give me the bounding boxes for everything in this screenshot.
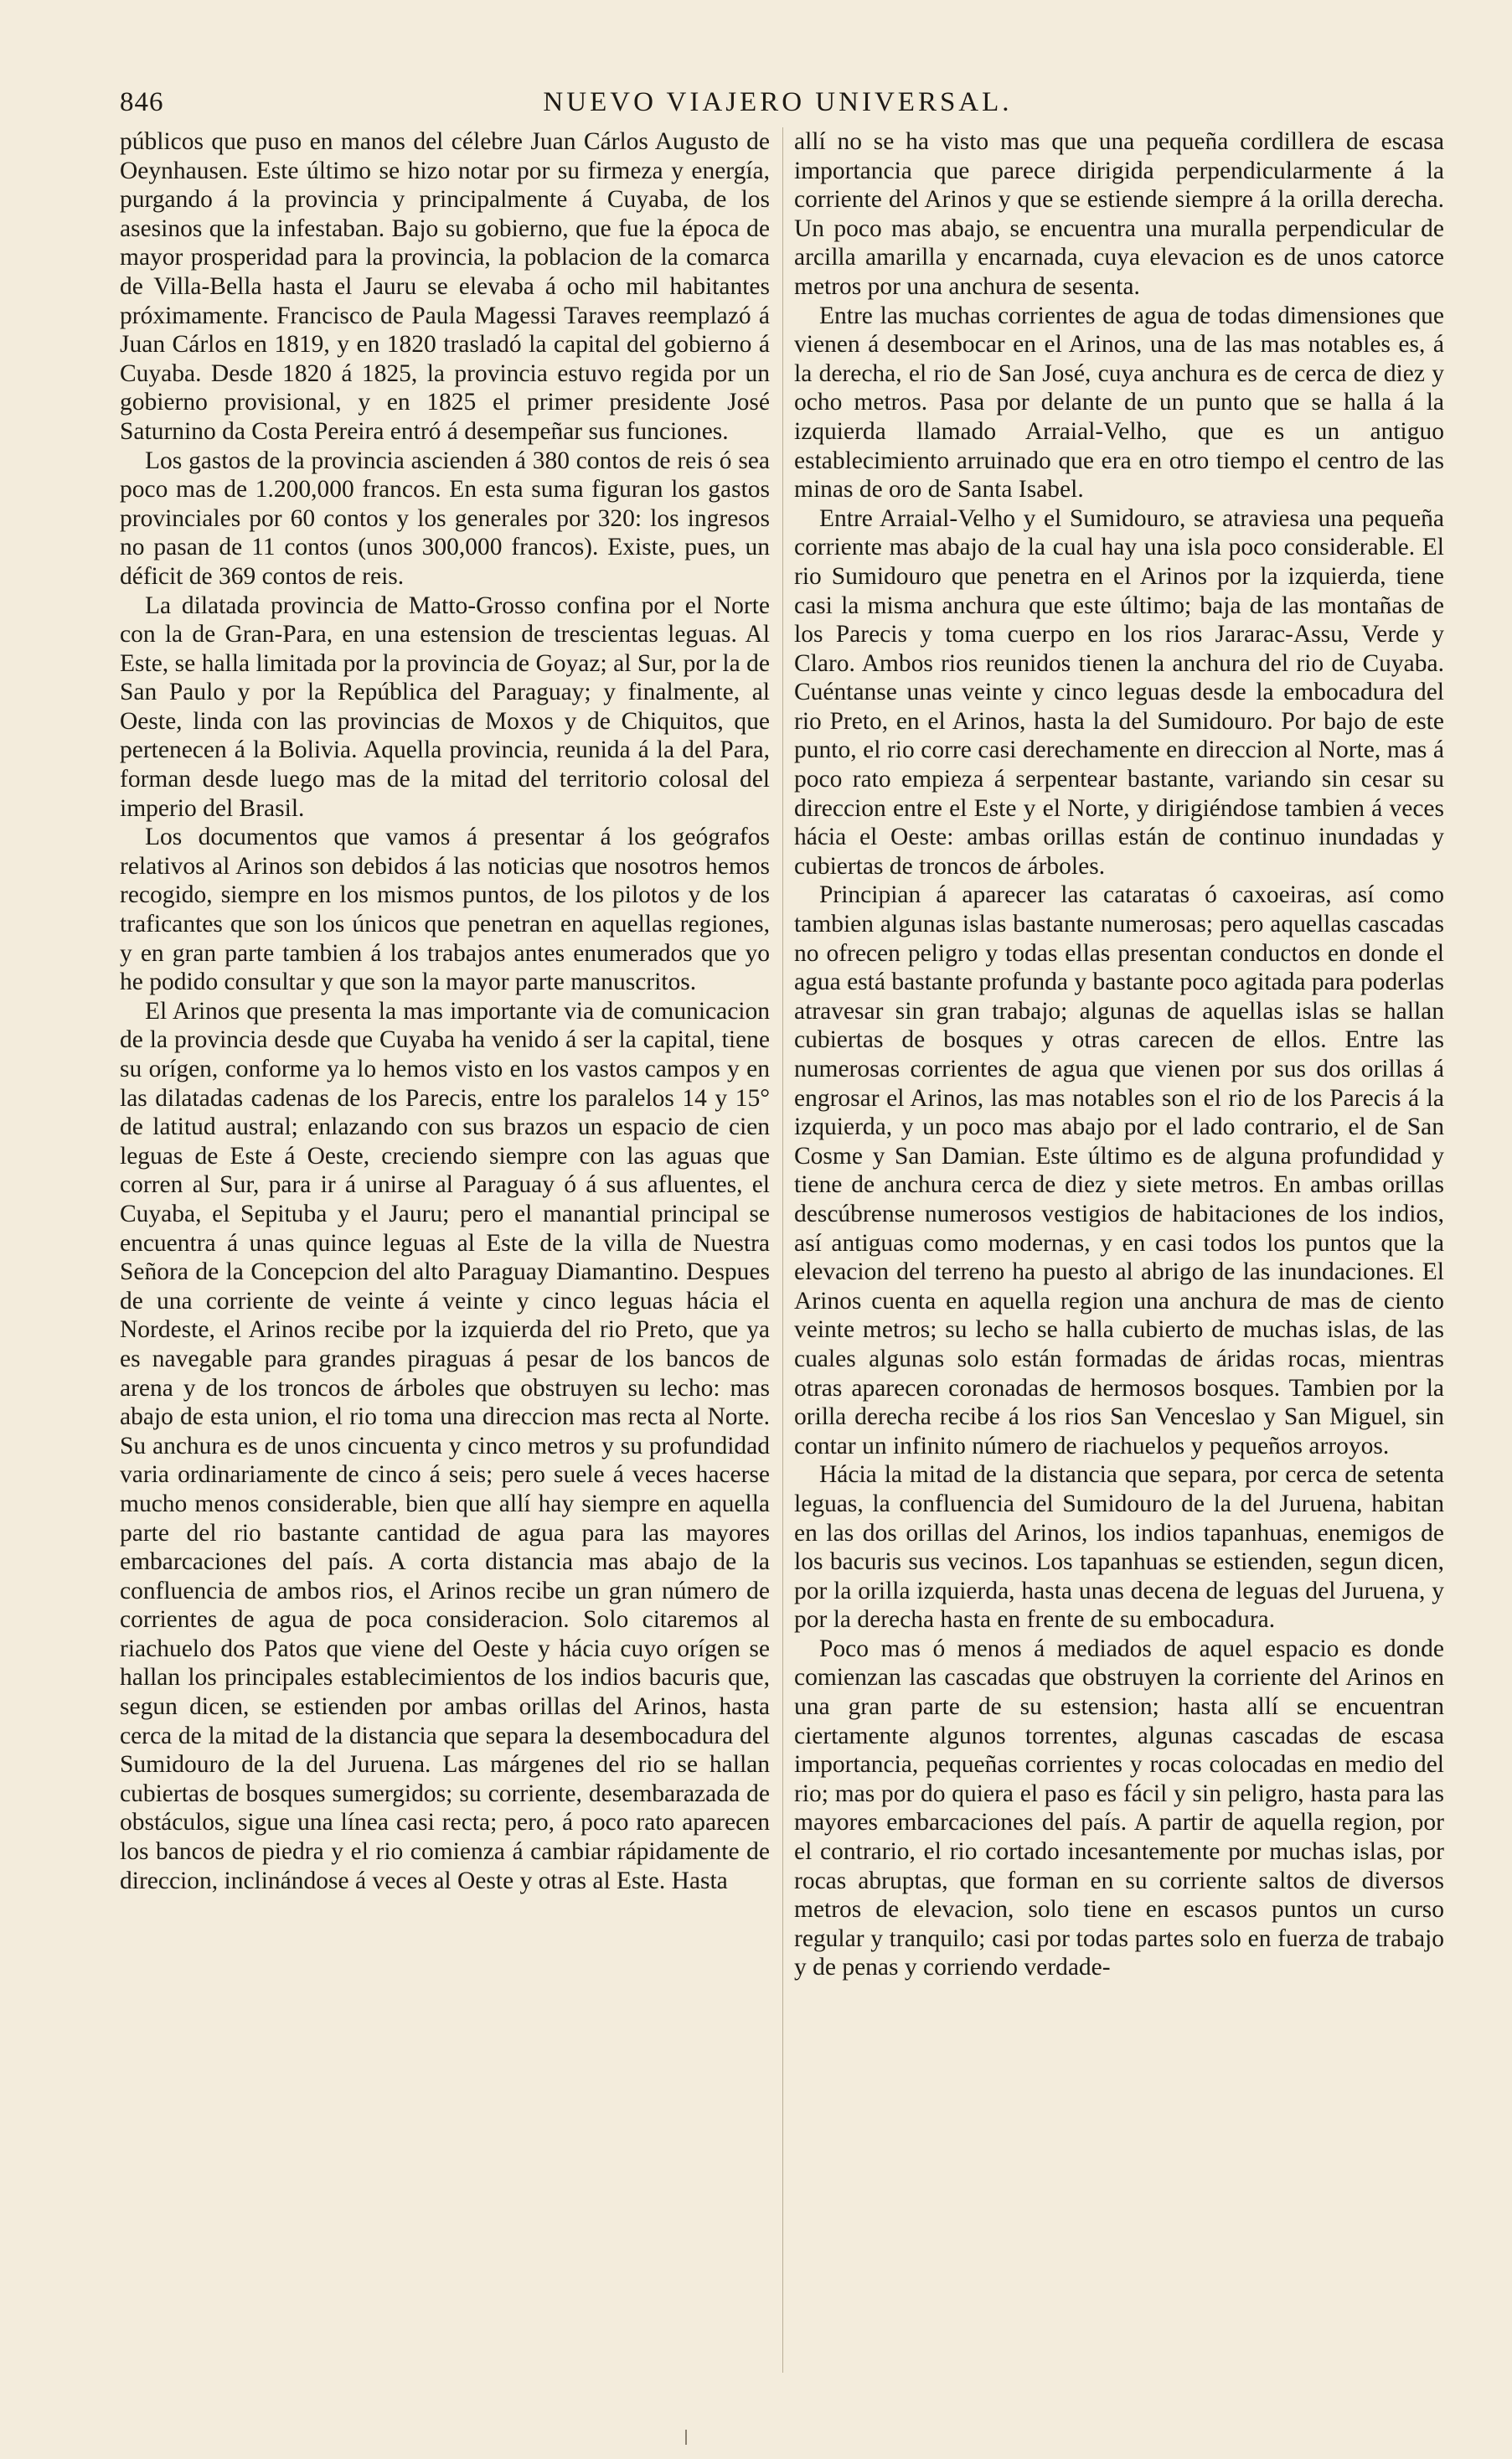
paragraph: Poco mas ó menos á mediados de aquel espacio es donde comienzan las cascadas que obstruyen la corriente del Arinos en una gran parte de su estension; hasta allí se encuentran ciertamente algunos torrentes, algunas cascadas de escasa importancia, pequeñas corrientes y rocas colocadas en medio del rio; mas por do quiera el paso es fácil y sin peligro, hasta para las mayores embarcaciones del país. A partir de aquella region, por el contrario, el rio cortado incesantemente por muchas islas, por rocas abruptas, que forman en su corriente saltos de diversos metros de elevacion, solo tiene en escasos puntos un curso regular y tranquilo; casi por todas partes solo en fuerza de trabajo y de penas y corriendo verdade- [794, 1635, 1444, 1981]
paragraph: El Arinos que presenta la mas importante via de comunicacion de la provincia desde que Cuyaba ha venido á ser la capital, tiene su orígen, conforme ya lo hemos visto en los vastos campos y en las dilatadas cadenas de los Parecis, entre los paralelos 14 y 15° de latitud austral; enlazando con sus brazos un espacio de cien leguas de Este á Oeste, creciendo siempre con las aguas que corren al Sur, para ir á unirse al Paraguay ó á sus afluentes, el Cuyaba, el Sepituba y el Jauru; pero el manantial principal se encuentra á unas quince leguas al Este de la villa de Nuestra Señora de la Concepcion del alto Paraguay Diamantino. Despues de una corriente de veinte á veinte y cinco leguas hácia el Nordeste, el Arinos recibe por la izquierda del rio Preto, que ya es navegable para grandes piraguas á pesar de los bancos de arena y de los troncos de árboles que obstruyen su lecho: mas abajo de esta union, el rio toma una direccion mas recta al Norte. Su anchura es de unos cincuenta y cinco metros y su profundidad varia ordinariamente de cinco á seis; pero suele á veces hacerse mucho menos considerable, bien que allí hay siempre en aquella parte del rio bastante cantidad de agua para las mayores embarcaciones del país. A corta distancia mas abajo de la confluencia de ambos rios, el Arinos recibe un gran número de corrientes de agua de poca consideracion. Solo citaremos al riachuelo dos Patos que viene del Oeste y hácia cuyo orígen se hallan los principales establecimientos de los indios bacuris que, segun dicen, se estienden por ambas orillas del Arinos, hasta cerca de la mitad de la distancia que separa la desembocadura del Sumidouro de la del Juruena. Las márgenes del rio se hallan cubiertas de bosques sumergidos; su corriente, desembarazada de obstáculos, sigue una línea casi recta; pero, á poco rato aparecen los bancos de piedra y el rio comienza á cambiar rápidamente de direccion, inclinándose á veces al Oeste y otras al Este. Hasta [120, 997, 770, 1894]
running-title: NUEVO VIAJERO UNIVERSAL. [543, 87, 1013, 117]
page-number: 846 [120, 87, 164, 117]
page-header [120, 87, 1436, 124]
right-column [794, 127, 1444, 1982]
paragraph: Principian á aparecer las cataratas ó caxoeiras, así como tambien algunas islas bastante numerosas; pero aquellas cascadas no ofrecen peligro y todas ellas presentan conductos en donde el agua está bastante profunda y bastante poco agitada para poderlas atravesar sin gran trabajo; algunas de aquellas islas se hallan cubiertas de bosques y otras carecen de ellos. Entre las numerosas corrientes de agua que vienen por sus dos orillas á engrosar el Arinos, las mas notables son el rio de los Parecis á la izquierda, y un poco mas abajo por el lado contrario, el de San Cosme y San Damian. Este último es de alguna profundidad y tiene de anchura cerca de diez y siete metros. En ambas orillas descúbrense numerosos vestigios de habitaciones de los indios, así antiguas como modernas, y en casi todos los puntos que la elevacion del terreno ha puesto al abrigo de las inundaciones. El Arinos cuenta en aquella region una anchura de mas de ciento veinte metros; su lecho se halla cubierto de muchas islas, de las cuales algunas solo están formadas de áridas rocas, mientras otras aparecen coronadas de hermosos bosques. Tambien por la orilla derecha recibe á los rios San Venceslao y San Miguel, sin contar un infinito número de riachuelos y pequeños arroyos. [794, 881, 1444, 1459]
paragraph: Los documentos que vamos á presentar á los geógrafos relativos al Arinos son debidos á las noticias que nosotros hemos recogido, siempre en los mismos puntos, de los pilotos y de los traficantes que son los únicos que penetran en aquellas regiones, y en gran parte tambien á los trabajos antes enumerados que yo he podido consultar y que son la mayor parte manuscritos. [120, 824, 770, 996]
paragraph: Hácia la mitad de la distancia que separa, por cerca de setenta leguas, la confluencia del Sumidouro de la del Juruena, habitan en las dos orillas del Arinos, los indios tapanhuas, enemigos de los bacuris sus vecinos. Los tapanhuas se estienden, segun dicen, por la orilla izquierda, hasta unas decena de leguas del Juruena, y por la derecha hasta en frente de su embocadura. [794, 1461, 1444, 1634]
paragraph: allí no se ha visto mas que una pequeña cordillera de escasa importancia que parece dirigida perpendicularmente á la corriente del Arinos y que se estiende siempre á la orilla derecha. Un poco mas abajo, se encuentra una muralla perpendicular de arcilla amarilla y encarnada, cuya elevacion es de unos catorce metros por una anchura de sesenta. [794, 128, 1444, 300]
paragraph: Entre Arraial-Velho y el Sumidouro, se atraviesa una pequeña corriente mas abajo de la cual hay una isla poco considerable. El rio Sumidouro que penetra en el Arinos por la izquierda, tiene casi la misma anchura que este último; baja de las montañas de los Parecis y toma cuerpo en los rios Jararac-Assu, Verde y Claro. Ambos rios reunidos tienen la anchura del rio de Cuyaba. Cuéntanse unas veinte y cinco leguas desde la embocadura del rio Preto, en el Arinos, hasta la del Sumidouro. Por bajo de este punto, el rio corre casi derechamente en direccion al Norte, mas á poco rato empieza á serpentear bastante, variando sin cesar su direccion entre el Este y el Norte, y dirigiéndose tambien á veces hácia el Oeste: ambas orillas están de continuo inundadas y cubiertas de troncos de árboles. [794, 504, 1444, 880]
footer-mark [685, 2430, 692, 2445]
paragraph: Entre las muchas corrientes de agua de todas dimensiones que vienen á desembocar en el Arinos, una de las mas notables es, á la derecha, el rio de San José, cuya anchura es de cerca de diez y ocho metros. Pasa por delante de un punto que se halla á la izquierda llamado Arraial-Velho, que es un antiguo establecimiento arruinado que era en otro tiempo el centro de las minas de oro de Santa Isabel. [794, 302, 1444, 504]
paragraph: públicos que puso en manos del célebre Juan Cárlos Augusto de Oeynhausen. Este último se hizo notar por su firmeza y energía, purgando á la provincia y principalmente á Cuyaba, de los asesinos que la infestaban. Bajo su gobierno, que fue la época de mayor prosperidad para la provincia, la poblacion de la comarca de Villa-Bella hasta el Jauru se elevaba á ocho mil habitantes próximamente. Francisco de Paula Magessi Taraves reemplazó á Juan Cárlos en 1819, y en 1820 trasladó la capital del gobierno á Cuyaba. Desde 1820 á 1825, la provincia estuvo regida por un gobierno provisional, y en 1825 el primer presidente José Saturnino da Costa Pereira entró á desempeñar sus funciones. [120, 128, 770, 445]
paragraph: Los gastos de la provincia ascienden á 380 contos de reis ó sea poco mas de 1.200,000 francos. En esta suma figuran los gastos provinciales por 60 contos y los generales por 320: los ingresos no pasan de 11 contos (unos 300,000 francos). Existe, pues, un déficit de 369 contos de reis. [120, 447, 770, 590]
paragraph: La dilatada provincia de Matto-Grosso confina por el Norte con la de Gran-Para, en una estension de trescientas leguas. Al Este, se halla limitada por la provincia de Goyaz; al Sur, por la de San Paulo y por la República del Paraguay; y finalmente, al Oeste, linda con las provincias de Moxos y de Chiquitos, que pertenecen á la Bolivia. Aquella provincia, reunida á la del Para, forman desde luego mas de la mitad del territorio colosal del imperio del Brasil. [120, 592, 770, 822]
left-column [120, 127, 770, 1895]
column-divider [782, 127, 783, 2373]
